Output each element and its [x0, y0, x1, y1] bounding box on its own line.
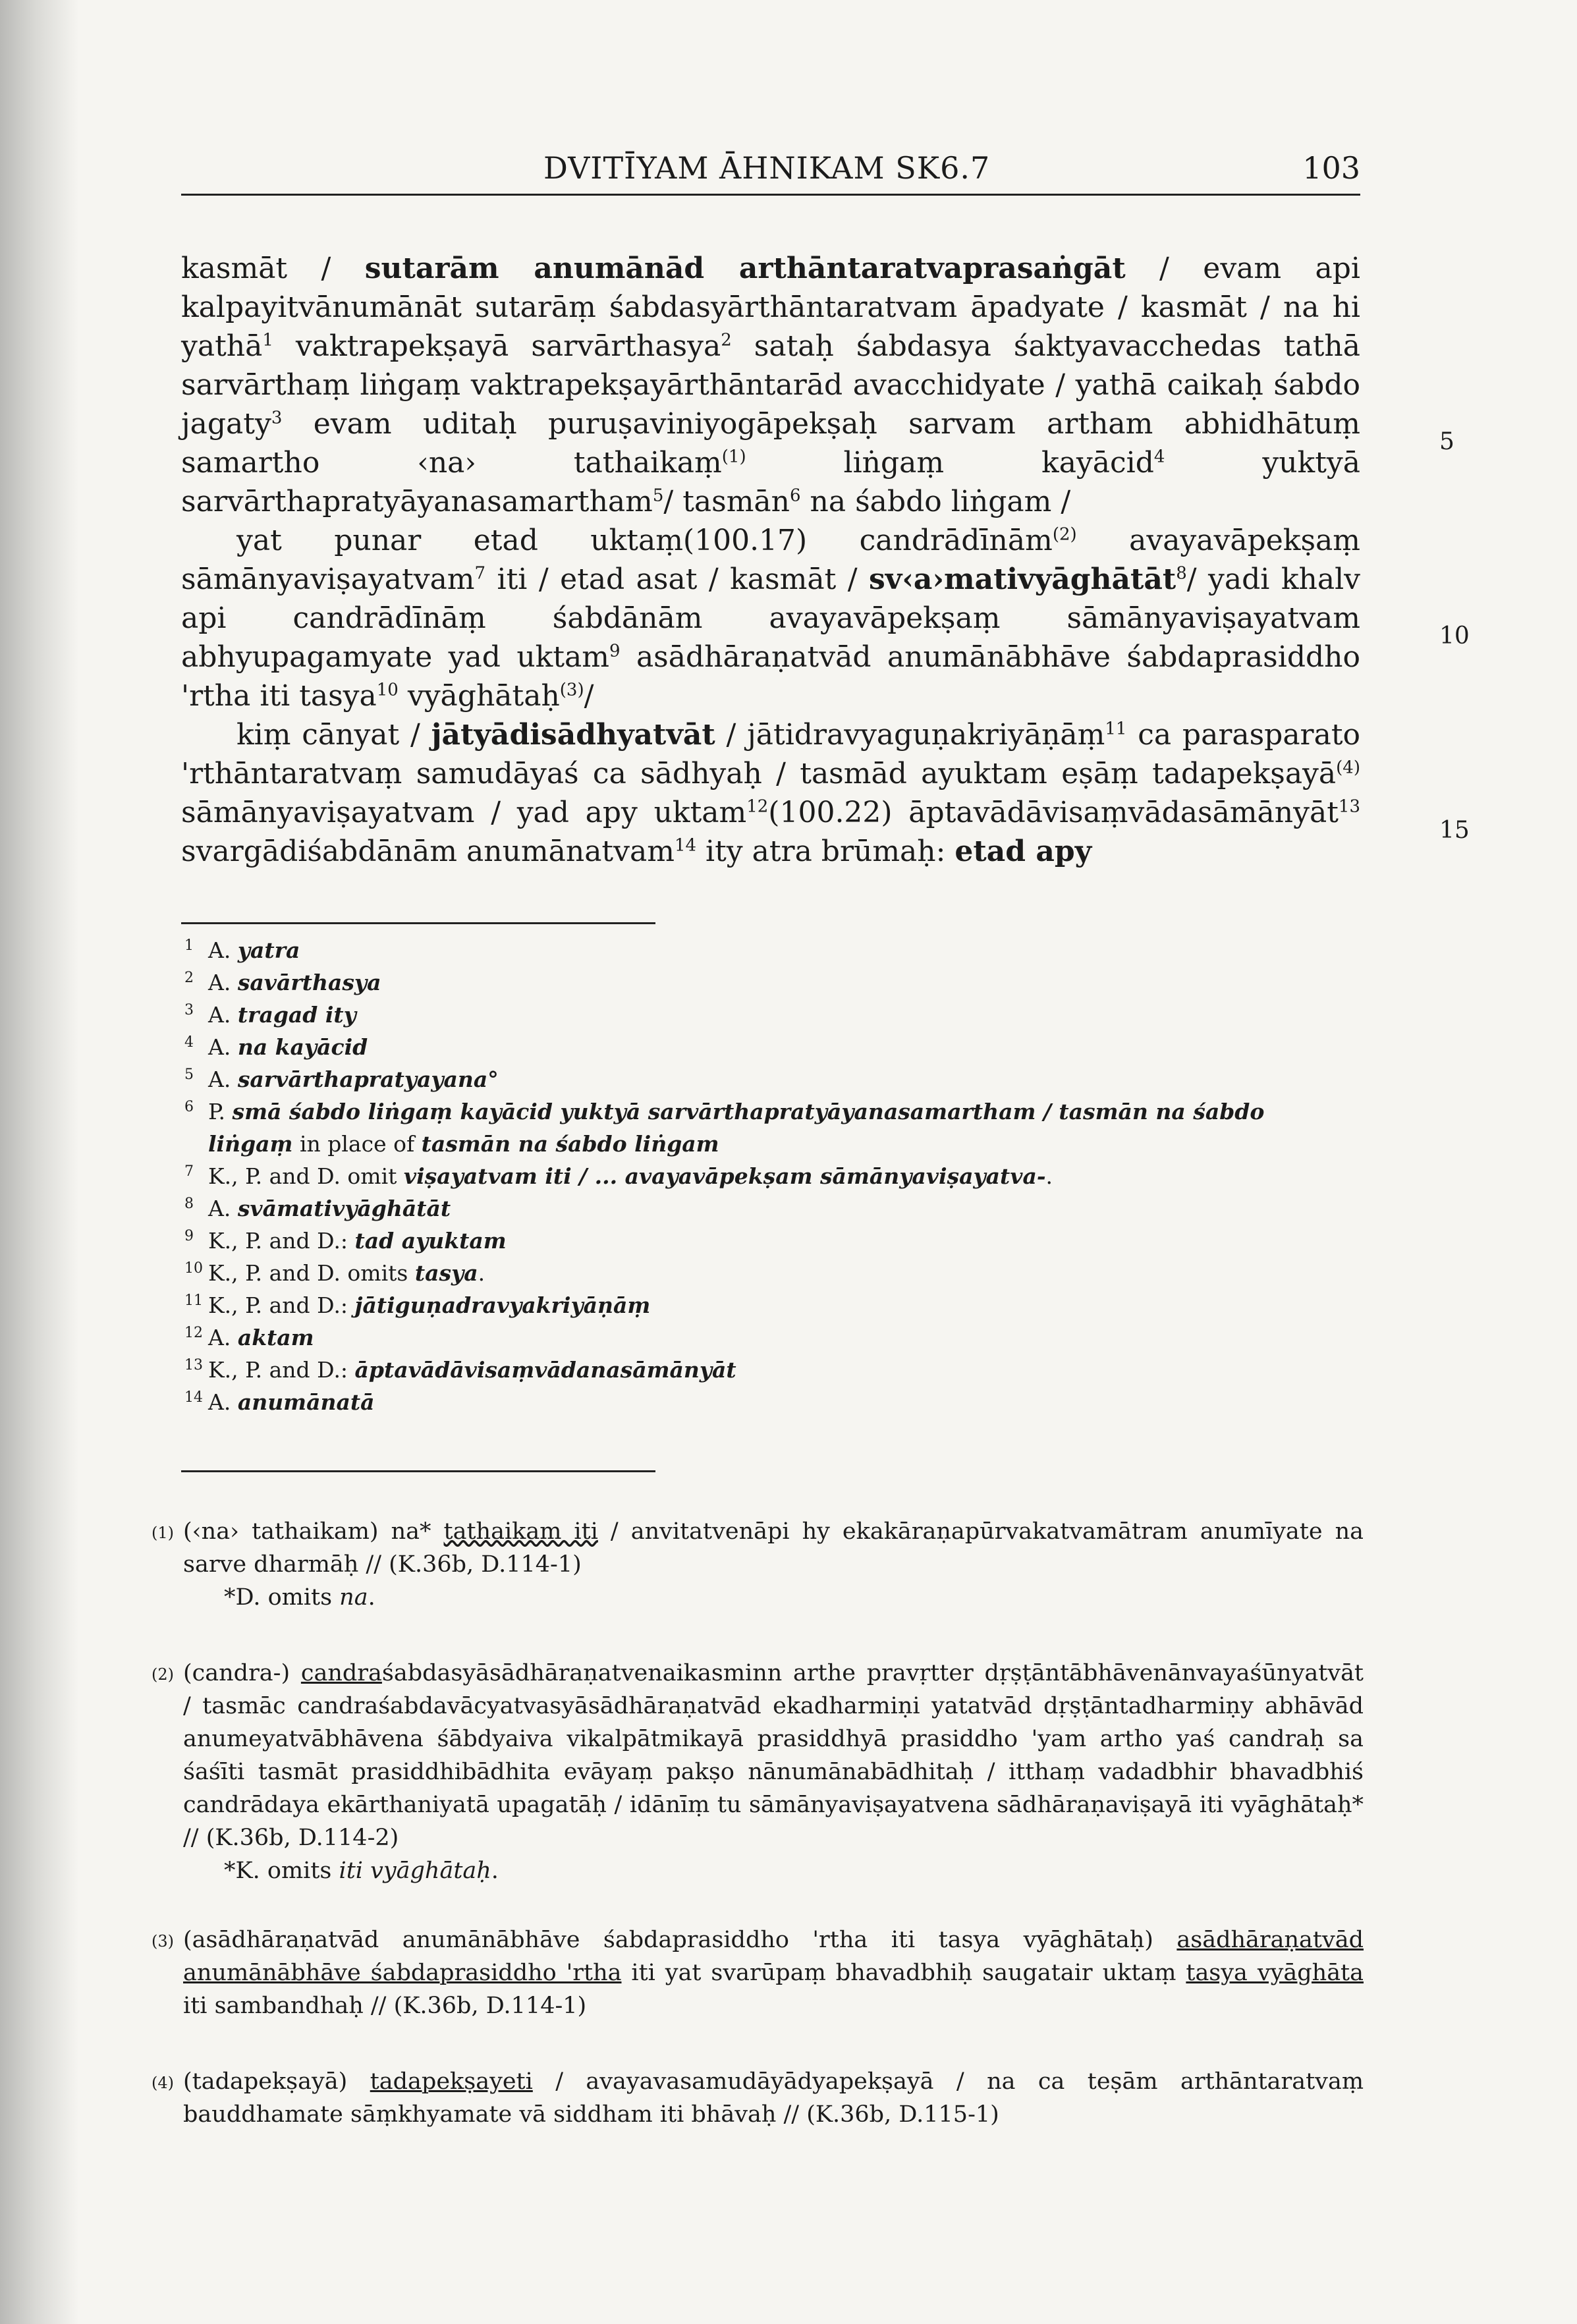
- paragraph-2: yat punar etad uktaṃ(100.17) candrādīnām$^{(2)}$ avayavāpekṣaṃ sāmānyaviṣayatvam$^7$ iti / etad asat / kasmāt / sv‹a›mativyāghātāt$^8$/ yadi khalv api candrādīnāṃ śabdānām avayavāpekṣaṃ sāmānyaviṣayatvam abhyupagamyate yad uktam$^9$ asādhāraṇatvād anumānābhāve śabdaprasiddho 'rtha iti tasya$^{10}$ vyāghātaḥ$^{(3)}$/: [181, 524, 1361, 713]
- footnote-text: A. sarvārthapratyayana°: [208, 1066, 499, 1092]
- commentary-text: (candra-) candraśabdasyāsādhāraṇatvenaikasminn arthe pravṛtter dṛṣṭāntābhāvenānvayaśūnyatvāt / tasmāc candraśabdavācyatvasyāsādhāraṇatvād ekadharmiṇi yatatvād dṛṣṭāntadharmiṇy abhāvād anumeyatvābhāvena śābdyaiva vikalpātmikayā prasiddhyā prasiddho 'yam artho yaś candraḥ sa śaśīti tasmāt prasiddhibādhita evāyaṃ pakṣo nānumānabādhitaḥ / itthaṃ vadadbhir bhavadbhiś candrādaya ekārthaniyatā upagatāḥ / idānīṃ tu sāmānyaviṣayatvena sādhāraṇaviṣayā iti vyāghātaḥ* // (K.36b, D.114-2): [183, 1660, 1364, 1851]
- commentary-note-4: [152, 2065, 1364, 2131]
- footnote-rule: [181, 922, 655, 924]
- footnote: 10 K., P. and D. omits tasya.: [184, 1260, 485, 1286]
- commentary-label: (1): [152, 1524, 174, 1542]
- footnote-text: A. aktam: [208, 1325, 314, 1350]
- footnote: 4 A. na kayācid: [184, 1034, 368, 1060]
- footnote: 1 A. yatra: [184, 937, 300, 963]
- commentary-text: (‹na› tathaikam) na* tathaikam iti / anvitatvenāpi hy ekakāraṇapūrvakatvamātram anumīyate na sarve dharmāḥ // (K.36b, D.114-1): [183, 1518, 1364, 1578]
- footnote: [184, 1128, 1357, 1160]
- commentary-text: (tadapekṣayā) tadapekṣayeti / avayavasamudāyādyapekṣayā / na ca teṣām arthāntaratvaṃ bauddhamate sāṃkhyamate vā siddham iti bhāvaḥ // (K.36b, D.115-1): [183, 2068, 1364, 2128]
- footnote-text: K., P. and D.: jātiguṇadravyakriyāṇāṃ: [208, 1292, 651, 1318]
- commentary-variant: *K. omits iti vyāghātaḥ.: [224, 1858, 499, 1884]
- footnote: 3 A. tragad ity: [184, 1002, 356, 1028]
- footnote-text: K., P. and D.: āptavādāvisaṃvādanasāmānyāt: [208, 1357, 736, 1383]
- footnote: 2 A. savārthasya: [184, 970, 381, 995]
- header-rule: [181, 194, 1360, 196]
- footnote-text: A. yatra: [208, 937, 300, 963]
- main-text: [181, 249, 1360, 871]
- footnote: 5 A. sarvārthapratyayana°: [184, 1066, 499, 1092]
- commentary-label: (3): [152, 1932, 174, 1950]
- footnote-text: K., P. and D. omit viṣayatvam iti / ... avayavāpekṣam sāmānyaviṣayatva-.: [208, 1163, 1053, 1189]
- commentary-rule: [181, 1470, 655, 1472]
- footnote-text: A. anumānatā: [208, 1389, 375, 1415]
- footnote-text: A. na kayācid: [208, 1034, 368, 1060]
- paragraph-1: kasmāt / sutarām anumānād arthāntaratvaprasaṅgāt / evam api kalpayitvānumānāt sutarāṃ śabdasyārthāntaratvam āpadyate / kasmāt / na hi yathā$^1$ vaktrapekṣayā sarvārthasya$^2$ sataḥ śabdasya śaktyavacchedas tathā sarvārthaṃ liṅgaṃ vaktrapekṣayārthāntarād avacchidyate / yathā caikaḥ śabdo jagaty$^3$ evam uditaḥ puruṣaviniyogāpekṣaḥ sarvam artham abhidhātuṃ samartho ‹na› tathaikaṃ$^{(1)}$ liṅgaṃ kayācid$^4$ yuktyā sarvārthapratyāyanasamartham$^5$/ tasmān$^6$ na śabdo liṅgam /: [181, 252, 1361, 518]
- footnote-text: P. smā śabdo liṅgaṃ kayācid yuktyā sarvārthapratyāyanasamartham / tasmān na śabdo: [208, 1099, 1265, 1124]
- footnote: 13 K., P. and D.: āptavādāvisaṃvādanasāmānyāt: [184, 1357, 736, 1383]
- footnotes: [184, 934, 1357, 1418]
- commentary-text: (asādhāraṇatvād anumānābhāve śabdaprasiddho 'rtha iti tasya vyāghātaḥ) asādhāraṇatvād anumānābhāve śabdaprasiddho 'rtha iti yat svarūpaṃ bhavadbhiḥ saugatair uktaṃ tasya vyāghāta iti sambandhaḥ // (K.36b, D.114-1): [183, 1927, 1364, 2019]
- footnote: 6 P. smā śabdo liṅgaṃ kayācid yuktyā sarvārthapratyāyanasamartham / tasmān na śabdo: [184, 1099, 1265, 1124]
- line-number-5: 5: [1439, 428, 1454, 455]
- line-number-15: 15: [1439, 817, 1470, 844]
- footnote: 7 K., P. and D. omit viṣayatvam iti / ... avayavāpekṣam sāmānyaviṣayatva-.: [184, 1163, 1053, 1189]
- footnote-text: K., P. and D.: tad ayuktam: [208, 1228, 507, 1254]
- commentary-note-3: [152, 1923, 1364, 2022]
- footnote-text: K., P. and D. omits tasya.: [208, 1260, 485, 1286]
- footnote: 12 A. aktam: [184, 1325, 314, 1350]
- page-number: 103: [1302, 150, 1360, 186]
- commentary-variant: *D. omits na.: [224, 1584, 375, 1611]
- paragraph-3: kiṃ cānyat / jātyādisādhyatvāt / jātidravyaguṇakriyāṇāṃ$^{11}$ ca parasparato 'rthāntaratvaṃ samudāyaś ca sādhyaḥ / tasmād ayuktam eṣāṃ tadapekṣayā$^{(4)}$ sāmānyaviṣayatvam / yad apy uktam$^{12}$(100.22) āptavādāvisaṃvādasāmānyāt$^{13}$ svargādiśabdānām anumānatvam$^{14}$ ity atra brūmaḥ: etad apy: [181, 718, 1360, 868]
- commentary-note-2: [152, 1657, 1364, 1887]
- page-header: [181, 150, 1360, 192]
- footnote-text: A. tragad ity: [208, 1002, 356, 1028]
- running-title: DVITĪYAM ĀHNIKAM SK6.7: [543, 150, 991, 186]
- commentary-label: (4): [152, 2074, 174, 2092]
- footnote-text: A. savārthasya: [208, 970, 381, 995]
- footnote: 11 K., P. and D.: jātiguṇadravyakriyāṇāṃ: [184, 1292, 651, 1318]
- footnote: 8 A. svāmativyāghātāt: [184, 1196, 451, 1221]
- line-number-10: 10: [1439, 622, 1470, 650]
- commentary-label: (2): [152, 1665, 174, 1684]
- footnote-text: liṅgaṃ in place of tasmān na śabdo liṅgam: [208, 1131, 719, 1157]
- footnote: 14 A. anumānatā: [184, 1389, 375, 1415]
- commentary-note-1: [152, 1515, 1364, 1614]
- footnote-text: A. svāmativyāghātāt: [208, 1196, 451, 1221]
- footnote: 9 K., P. and D.: tad ayuktam: [184, 1228, 507, 1254]
